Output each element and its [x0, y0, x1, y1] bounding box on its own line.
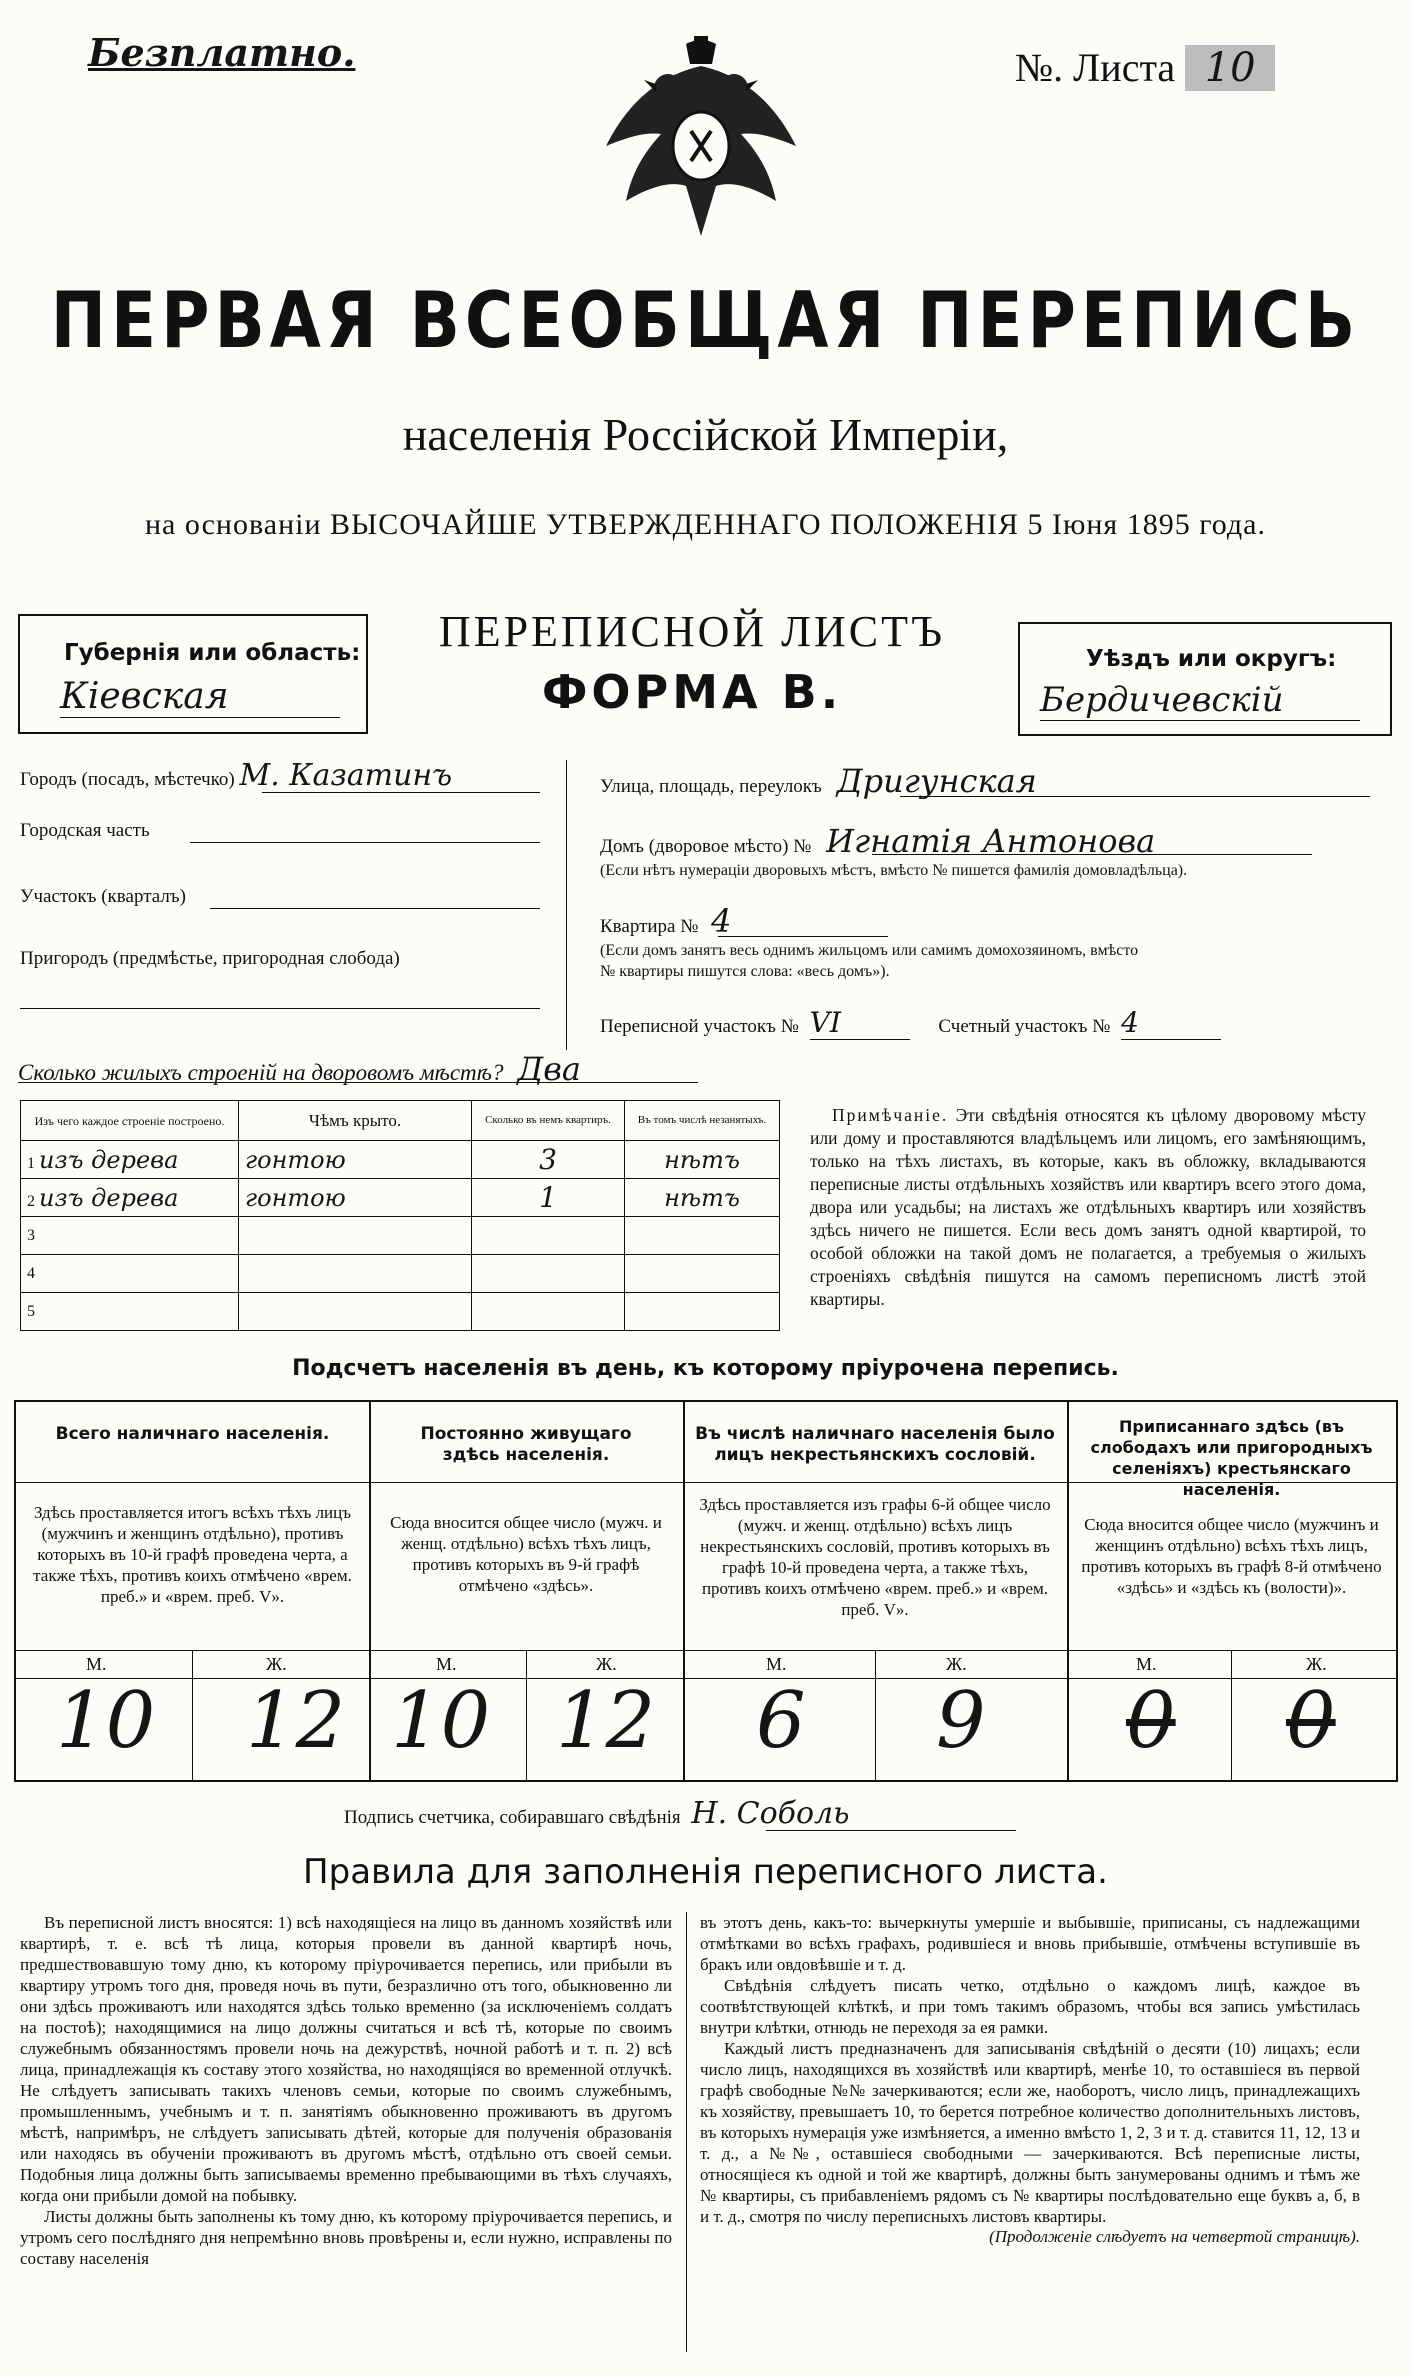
page-subtitle: населенія Россійской Имперіи, [402, 409, 1009, 460]
plot-label: Участокъ (кварталъ) [20, 886, 186, 907]
street-row [600, 762, 1037, 800]
gubernia-box [18, 614, 368, 734]
mf-split [192, 1650, 193, 1780]
material-cell: 5 [21, 1293, 239, 1331]
material-value: изъ дерева [39, 1183, 179, 1212]
uezd-label: Уѣздъ или округъ: [1086, 646, 1337, 672]
mf-split [1231, 1650, 1232, 1780]
f-label: Ж. [266, 1654, 287, 1674]
suburb-label: Пригородъ (предмѣстье, пригородная слобода) [20, 948, 400, 969]
count-title: Подсчетъ населенія въ день, къ которому пріурочена перепись. [292, 1356, 1119, 1381]
plot-line [210, 908, 540, 909]
count-col-desc: Сюда вносится общее число (мужчинъ и женщинъ отдѣльно) всѣхъ тѣхъ лицъ, противъ которыхъ въ графѣ 8-й отмѣчено «здѣсь» и «здѣсь къ (волости)». [1081, 1515, 1382, 1597]
sheet-number [1015, 44, 1275, 91]
count-values-divider [16, 1650, 1396, 1651]
form-title-block [364, 600, 1020, 730]
rules-column-right [700, 1912, 1360, 2247]
material-cell [21, 1141, 239, 1179]
gubernia-value: Кіевская [60, 676, 340, 718]
apt-line [718, 936, 888, 937]
apt-row [600, 902, 731, 940]
count-area-label: Счетный участокъ № [938, 1016, 1111, 1037]
form-letter: ФОРМА В. [541, 665, 843, 719]
rules-paragraph: Свѣдѣнія слѣдуетъ писать четко, отдѣльно о каждомъ лицѣ, каждое въ соотвѣтствующей клѣткѣ, и при томъ такимъ образомъ, чтобы вся запись умѣстилась внутри клѣтки, отнюдь не переходя за ея рамки. [700, 1976, 1360, 2037]
empty-cell: нѣтъ [625, 1179, 780, 1217]
count-col-desc: Здѣсь проставляется итогъ всѣхъ тѣхъ лицъ (мужчинъ и женщинъ отдѣльно), противъ которыхъ въ 10-й графѣ проведена черта, а также тѣхъ, противъ коихъ отмѣчено «врем. преб.» и «врем. преб. V». [33, 1503, 352, 1606]
f-label: Ж. [1306, 1654, 1327, 1674]
city-row [20, 758, 540, 793]
roof-cell [239, 1255, 472, 1293]
double-headed-eagle-emblem [586, 36, 816, 251]
apts-cell: 3 [472, 1141, 625, 1179]
col-apts-header: Сколько въ немъ квартиръ. [472, 1101, 625, 1141]
nonpeasant-male-value: 6 [756, 1676, 806, 1766]
material-cell [21, 1179, 239, 1217]
rules-column-divider [686, 1912, 687, 2352]
note-head: Примѣчаніе. [832, 1105, 949, 1125]
table-row [21, 1255, 780, 1293]
street-value: Дригунская [836, 762, 1037, 800]
table-row [21, 1293, 780, 1331]
col-roof-header: Чѣмъ крыто. [239, 1101, 472, 1141]
count-col-head: Всего наличнаго населенія. [55, 1424, 330, 1444]
suburb-line [20, 1008, 540, 1009]
empty-cell [625, 1255, 780, 1293]
roof-cell [239, 1293, 472, 1331]
apt-note-1: (Если домъ занятъ весь однимъ жильцомъ или самимъ домохозяиномъ, вмѣсто [600, 942, 1139, 959]
table-row [21, 1179, 780, 1217]
buildings-question: Сколько жилыхъ строеній на дворовомъ мѣстѣ? [18, 1060, 504, 1085]
signature-line [766, 1830, 1016, 1831]
apt-note-2: № квартиры пишутся слова: «весь домъ»). [600, 963, 890, 980]
apt-value: 4 [711, 902, 732, 940]
mf-split [875, 1650, 876, 1780]
apts-cell [472, 1293, 625, 1331]
signature-label: Подпись счетчика, собиравшаго свѣдѣнія [344, 1807, 681, 1828]
sheet-number-value: 10 [1185, 45, 1275, 91]
uezd-value: Бердичевскій [1040, 680, 1360, 721]
rules-title: Правила для заполненія переписного листа. [303, 1852, 1108, 1892]
m-label: М. [86, 1654, 107, 1674]
city-value: М. Казатинъ [239, 758, 453, 793]
rules-continued: (Продолженіе слѣдуетъ на четвертой страницѣ). [989, 2227, 1360, 2246]
house-line [872, 854, 1312, 855]
rules-paragraph: Въ переписной листъ вносятся: 1) всѣ находящіеся на лицо въ данномъ хозяйствѣ или квартирѣ, т. е. всѣ тѣ лица, которыя провели въ данной квартирѣ ночь, предшествовавшую тому дню, къ которому пріурочивается перепись, или прибыли въ квартиру утромъ того дня, проведя ночь въ пути, безразлично отъ того, обыкновенно ли они здѣсь проживаютъ или находятся здѣсь только временно (за исключеніемъ солдатъ на постоѣ); находящимися на лицо должны считаться и всѣ тѣ, которые по своимъ служебнымъ обязанностямъ провели ночь на дежурствѣ, ночной работѣ и т. п. 2) всѣ лица, принадлежащія къ составу этого хозяйства, но находящіяся во временной отлучкѣ. Не слѣдуетъ записывать такихъ членовъ семьи, которые по своимъ служебнымъ, промышленнымъ, учебнымъ и т. п. занятіямъ обыкновенно проживаютъ въ другомъ мѣстѣ, напримѣръ, не слѣдуетъ записывать дѣтей, которые для полученія образованія или находясь въ обученіи проживаютъ въ другомъ мѣстѣ, отдѣльно отъ своей семьи. Подобныя лица должны быть записываемы временно пребывающими въ тѣхъ случаяхъ, когда они прибыли домой на побывку. [20, 1913, 672, 2205]
nonpeasant-female-value: 9 [936, 1676, 986, 1766]
address-divider [566, 760, 567, 1050]
table-row [21, 1141, 780, 1179]
buildings-answer: Два [517, 1050, 581, 1088]
m-label: М. [766, 1654, 787, 1674]
permanent-male-value: 10 [391, 1676, 491, 1766]
apts-cell [472, 1217, 625, 1255]
empty-cell [625, 1293, 780, 1331]
roof-cell [239, 1217, 472, 1255]
decree-line: на основаніи ВЫСОЧАЙШЕ УТВЕРЖДЕННАГО ПОЛОЖЕНІЯ 5 Іюня 1895 года. [145, 508, 1266, 541]
count-mf-divider [16, 1678, 1396, 1679]
apts-cell [472, 1255, 625, 1293]
rules-paragraph: Каждый листъ предназначенъ для записыванія свѣдѣній о десяти (10) лицахъ; если число лицъ, находящихся въ хозяйствѣ или квартирѣ, менѣе 10, то оставшіеся въ первой графѣ свободные №№ зачеркиваются; если же, наоборотъ, число лицъ, принадлежащихъ къ хозяйству, превышаетъ 10, то берется потребное количество дополнительныхъ листовъ, въ которыхъ нумерація уже измѣняется, а именно вмѣсто 1, 2, 3 и т. д. ставится 11, 12, 13 и т. д., а №№, оставшіеся свободными — зачеркиваются. Всѣ переписные листы, относящіеся къ одной и той же квартирѣ, должны быть занумерованы однимъ и тѣмъ же № квартиры, съ прибавленіемъ рядомъ съ № квартиры послѣдовательно еще буквъ а, б, в и т. д., смотря по числу переписныхъ листовъ квартиры. [700, 2039, 1360, 2226]
material-cell: 3 [21, 1217, 239, 1255]
count-area-value: 4 [1121, 1006, 1221, 1040]
rules-paragraph: въ этотъ день, какъ-то: вычеркнуты умершіе и выбывшіе, приписаны, съ надлежащими отмѣтками во всѣхъ графахъ, родившіеся и вновь прибывшіе, отмѣчены вступившіе въ бракъ или овдовѣвшіе и т. д. [700, 1913, 1360, 1974]
house-label: Домъ (дворовое мѣсто) № [600, 836, 812, 857]
rules-column-left [20, 1912, 672, 2269]
empty-cell [625, 1217, 780, 1255]
census-area-row [600, 1006, 1360, 1040]
row-number: 1 [27, 1154, 35, 1172]
count-col-head: Въ числѣ наличнаго населенія было лицъ некрестьянскихъ сословій. [695, 1424, 1055, 1465]
count-header-divider [16, 1482, 1396, 1483]
count-column [683, 1402, 1069, 1780]
roof-cell: гонтою [239, 1141, 472, 1179]
m-label: М. [1136, 1654, 1157, 1674]
empty-cell: нѣтъ [625, 1141, 780, 1179]
apts-cell: 1 [472, 1179, 625, 1217]
street-line [900, 796, 1370, 797]
census-area-label: Переписной участокъ № [600, 1016, 799, 1037]
buildings-table-header [21, 1101, 780, 1141]
material-cell: 4 [21, 1255, 239, 1293]
house-value: Игнатія Антонова [826, 822, 1156, 860]
count-col-head: Постоянно живущаго здѣсь населенія. [420, 1424, 632, 1465]
signature-row [344, 1796, 849, 1831]
uezd-box [1018, 622, 1392, 736]
roof-cell: гонтою [239, 1179, 472, 1217]
rules-paragraph: Листы должны быть заполнены къ тому дню, къ которому пріурочивается перепись, и утромъ сего послѣдняго дня непремѣнно вновь провѣрены и, если нужно, исправлены по составу населенія [20, 2207, 672, 2268]
col-empty-header: Въ томъ числѣ незанятыхъ. [625, 1101, 780, 1141]
signature-value: Н. Соболь [691, 1796, 850, 1831]
total-female-value: 12 [246, 1676, 346, 1766]
mf-split [526, 1650, 527, 1780]
f-label: Ж. [946, 1654, 967, 1674]
material-value: изъ дерева [39, 1145, 179, 1174]
city-line [262, 792, 540, 793]
page-title: ПЕРВАЯ ВСЕОБЩАЯ ПЕРЕПИСЬ [50, 275, 1361, 366]
apt-label: Квартира № [600, 916, 699, 937]
table-row [21, 1217, 780, 1255]
count-table [14, 1400, 1398, 1782]
buildings-question-line [18, 1082, 698, 1083]
district-label: Городская часть [20, 820, 150, 841]
gubernia-label: Губернія или область: [64, 640, 361, 666]
permanent-female-value: 12 [556, 1676, 656, 1766]
peasant-male-value: 0 [1126, 1676, 1176, 1766]
house-note: (Если нѣтъ нумераціи дворовыхъ мѣстъ, вмѣсто № пишется фамилія домовладѣльца). [600, 862, 1188, 879]
free-label: Безплатно. [88, 30, 356, 75]
f-label: Ж. [596, 1654, 617, 1674]
census-area-value: VI [810, 1006, 910, 1040]
district-line [190, 842, 540, 843]
sheet-number-label: №. Листа [1015, 45, 1176, 90]
count-col-desc: Здѣсь проставляется изъ графы 6-й общее число (мужч. и женщ. отдѣльно) всѣхъ лицъ некрестьянскихъ сословій, противъ которыхъ въ графѣ 10-й проведена черта, а также тѣхъ, противъ коихъ отмѣчено «врем. преб.» и «врем. преб. V». [699, 1495, 1051, 1619]
street-label: Улица, площадь, переулокъ [600, 776, 822, 797]
form-title: ПЕРЕПИСНОЙ ЛИСТЪ [438, 607, 946, 656]
total-male-value: 10 [56, 1676, 156, 1766]
m-label: М. [436, 1654, 457, 1674]
city-label: Городъ (посадъ, мѣстечко) [20, 769, 235, 790]
buildings-note [810, 1104, 1366, 1311]
peasant-female-value: 0 [1286, 1676, 1336, 1766]
note-text: Эти свѣдѣнія относятся къ цѣлому дворовому мѣсту или дому и проставляются владѣльцемъ или лицомъ, его замѣняющимъ, только на тѣхъ листахъ, въ которые, какъ въ обложку, вкладываются переписные листы отдѣльныхъ хозяйствъ или квартиръ всего этого дома, двора или усадьбы; на листахъ же отдѣльныхъ квартиръ или хозяйствъ здѣсь ничего не пишется. Если весь домъ занятъ одной квартирой, то особой обложки на такой домъ не полагается, а требуемыя о жилыхъ строеніяхъ свѣдѣнія пишутся на самомъ переписномъ листѣ этой квартиры. [810, 1105, 1367, 1309]
col-material-header: Изъ чего каждое строеніе построено. [21, 1101, 239, 1141]
count-col-head: Приписаннаго здѣсь (въ слободахъ или пригородныхъ селеніяхъ) крестьянскаго населенія. [1090, 1417, 1373, 1499]
count-col-desc: Сюда вносится общее число (мужч. и женщ. отдѣльно) всѣхъ тѣхъ лицъ, противъ которыхъ въ 9-й графѣ отмѣчено «здѣсь». [390, 1513, 662, 1595]
row-number: 2 [27, 1192, 35, 1210]
buildings-table [20, 1100, 780, 1331]
